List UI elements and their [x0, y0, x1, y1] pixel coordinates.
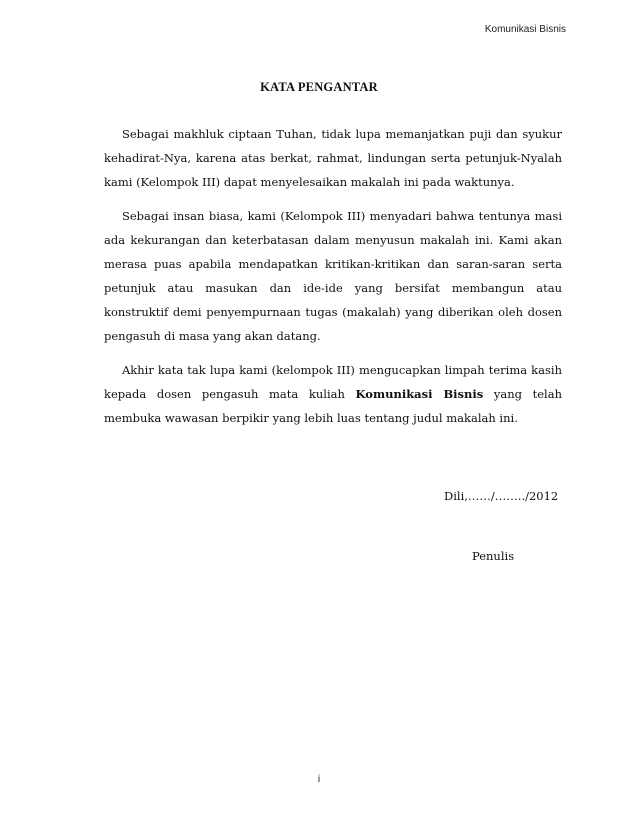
paragraph-3-before: Akhir kata tak lupa kami (kelompok III) mengucapkan limpah terima kasih kepada dosen pengasuh mata kuliah — [104, 363, 562, 401]
running-header: Komunikasi Bisnis — [484, 24, 566, 35]
paragraph-3-after: yang telah membuka wawasan berpikir yang lebih luas tentang judul makalah ini. — [104, 387, 562, 425]
paragraph-3 — [104, 358, 562, 430]
page-title: KATA PENGANTAR — [260, 80, 378, 94]
document-body — [104, 122, 562, 440]
course-name-emphasis: Komunikasi Bisnis — [355, 387, 484, 401]
paragraph-1: Sebagai makhluk ciptaan Tuhan, tidak lupa memanjatkan puji dan syukur kehadirat-Nya, karena atas berkat, rahmat, lindungan serta petunjuk-Nyalah kami (Kelompok III) dapat menyelesaikan makalah ini pada waktunya. — [104, 127, 562, 189]
place-date: Dili,……/……../2012 — [444, 489, 559, 503]
author-signature-label: Penulis — [472, 549, 515, 563]
page-number: i — [317, 774, 321, 785]
paragraph-2: Sebagai insan biasa, kami (Kelompok III) menyadari bahwa tentunya masi ada kekurangan dan keterbatasan dalam menyusun makalah ini. Kami akan merasa puas apabila mendapatkan kritikan-kritikan dan saran-saran serta petunjuk atau masukan dan ide-ide yang bersifat membangun atau konstruktif demi penyempurnaan tugas (makalah) yang diberikan oleh dosen pengasuh di masa yang akan datang. — [104, 209, 562, 343]
